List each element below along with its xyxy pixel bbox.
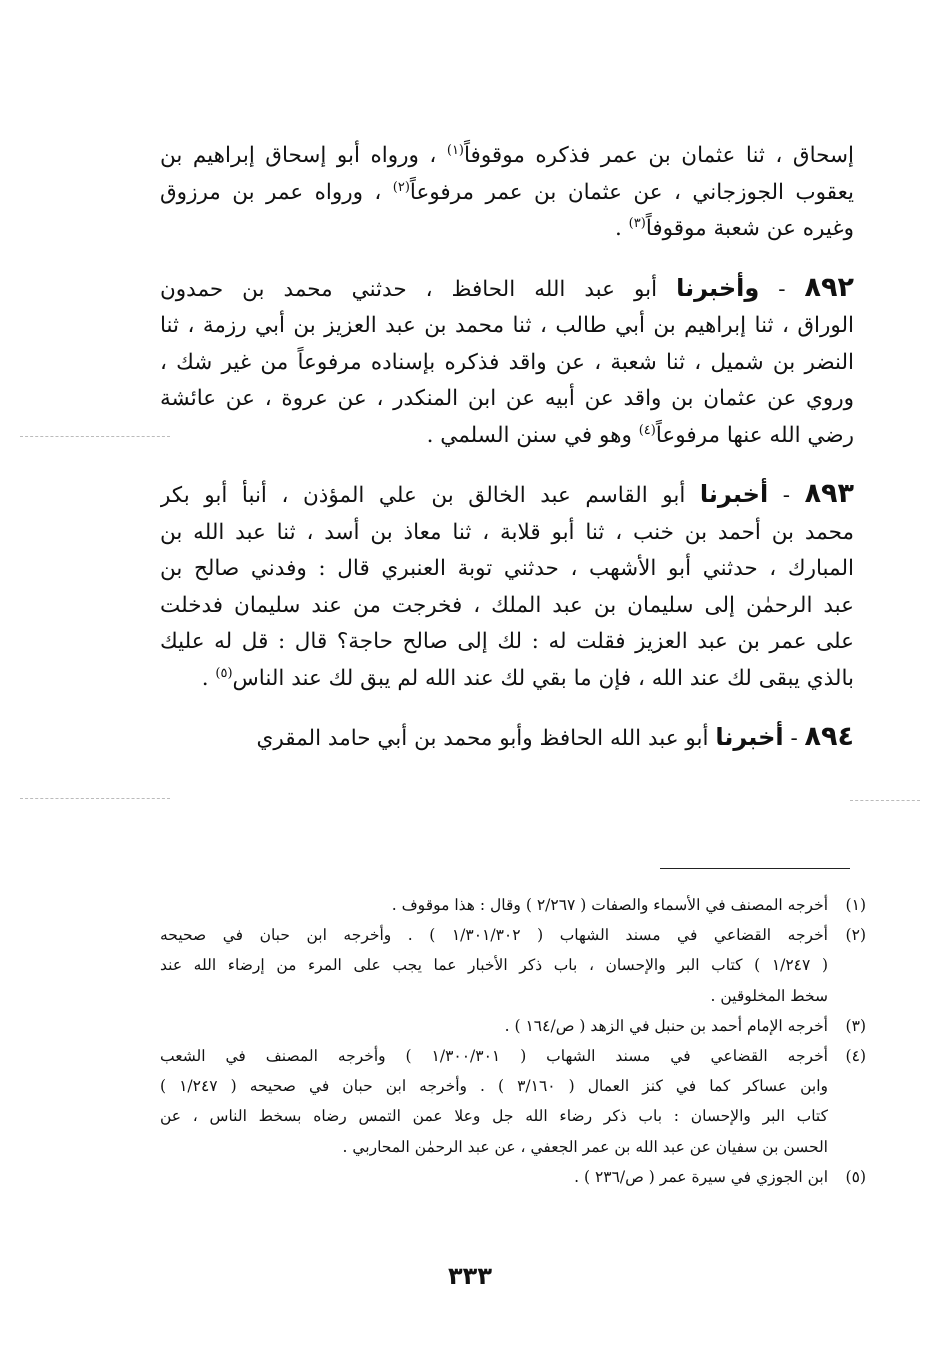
text-run: أبو عبد الله الحافظ ، حدثني محمد بن حمدون [160, 276, 658, 302]
footnote-number: (٥) [845, 1167, 866, 1186]
continuation-paragraph [160, 138, 854, 248]
footnote-text [160, 1041, 828, 1162]
text-run: محمد بن أحمد بن خنب ، ثنا أبو قلابة ، ثنا معاذ بن أسد ، ثنا عبد الله بن [160, 519, 854, 545]
text-run: المبارك ، حدثني أبو الأشهب ، حدثني توبة العنبري قال : وفدني صالح بن [160, 556, 854, 581]
text-run: إسحاق ، ثنا عثمان بن عمر فذكره موقوفاً [464, 143, 854, 168]
text-run: ، ورواه عمر بن مرزوق [160, 179, 393, 205]
text-run: أبو القاسم عبد الخالق بن علي المؤذن ، أنبأ أبو بكر [160, 483, 686, 508]
text-run: وغيره عن شعبة موقوفاً [645, 216, 854, 241]
scan-mark [20, 798, 170, 799]
footnotes [160, 890, 866, 1192]
hadith-1 [160, 270, 854, 455]
footnote-line: وابن عساكر كما في كنز العمال ( ٣/١٦٠ ) . وأخرجه ابن حبان في صحيحه ( ١/٢٤٧ ) [160, 1077, 828, 1096]
text-line: ٨٩٢ - وأخبرنا أبو عبد الله الحافظ ، حدثني محمد بن حمدون [160, 271, 854, 303]
text-line [160, 588, 854, 625]
footnote-line: سخط المخلوقين . [710, 986, 828, 1005]
footnote-line: ابن الجوزي في سيرة عمر ( ص/٢٣٦ ) . [574, 1167, 828, 1186]
text-line [160, 551, 854, 588]
scan-mark [850, 800, 920, 801]
footnote-line: الحسن بن سفيان عن عبد الله بن عمر الجعفي ، عن عبد الرحمٰن المحاربي . [342, 1137, 828, 1156]
text-line [160, 624, 854, 661]
scan-mark [20, 436, 170, 437]
footnote-text [160, 1162, 828, 1192]
text-line [160, 381, 854, 418]
text-line: ٨٩٣ - أخبرنا أبو القاسم عبد الخالق بن علي المؤذن ، أنبأ أبو بكر [160, 478, 854, 509]
footnote-ref: (٣) [628, 215, 646, 231]
text-line [160, 345, 854, 382]
footnote-number: (٣) [845, 1016, 866, 1035]
text-run: أبو عبد الله الحافظ وأبو محمد بن أبي حامد المقري [256, 726, 709, 751]
hadith-2 [160, 476, 854, 697]
footnote-ref: (١) [446, 142, 464, 158]
text-line: ٨٩٤ - أخبرنا أبو عبد الله الحافظ وأبو محمد بن أبي حامد المقري [256, 721, 854, 752]
footnote-ref: (٥) [215, 665, 233, 681]
main-text [160, 138, 854, 758]
text-line [160, 418, 854, 455]
footnote [160, 1041, 866, 1162]
footnote [160, 920, 866, 1011]
footnote-ref: (٤) [638, 422, 656, 438]
hadith-number: ٨٩٣ [804, 478, 854, 509]
hadith-keyword: وأخبرنا [676, 273, 760, 302]
footnote-separator [660, 868, 850, 869]
text-run: وهو في سنن السلمي . [426, 422, 639, 448]
hadith-keyword: أخبرنا [715, 723, 784, 751]
footnote [160, 890, 866, 920]
footnote-line: كتاب البر والإحسان : باب ذكر رضاء الله جل وعلا عمن التمس رضاه بسخط الناس ، عن [160, 1107, 828, 1126]
text-run: . [201, 665, 216, 691]
text-run: يعقوب الجوزجاني ، عن عثمان بن عمر مرفوعاً [409, 179, 854, 205]
footnote-line: أخرجه المصنف في الأسماء والصفات ( ٢/٢٦٧ ) وقال : هذا موقوف . [391, 896, 828, 914]
footnote-number: (٤) [845, 1047, 866, 1066]
footnote-ref: (٢) [392, 179, 410, 195]
text-run: عبد الرحمٰن إلى سليمان بن عبد الملك ، فخرجت من عند سليمان فدخلت [160, 592, 854, 618]
text-run: على عمر بن عبد العزيز فقلت له : لك إلى صالح حاجة؟ قال : قل له عليك [160, 629, 854, 654]
hadith-3 [160, 719, 854, 758]
text-line [160, 308, 854, 345]
footnote-text [160, 920, 828, 1011]
footnote-text [160, 1011, 828, 1041]
hadith-number: ٨٩٢ [804, 271, 854, 303]
text-run: . [615, 216, 629, 241]
text-run: رضي الله عنها مرفوعاً [655, 422, 854, 448]
footnote-line: ( ١/٢٤٧ ) كتاب البر والإحسان ، باب ذكر الأخبار عما يجب على المرء من إرضاء الله عند [160, 956, 828, 975]
text-run: ، ورواه أبو إسحاق إبراهيم بن [160, 143, 447, 168]
footnote-line: أخرجه القضاعي في مسند الشهاب ( ١/٣٠٠/٣٠١ ) وأخرجه المصنف في الشعب [160, 1047, 828, 1066]
text-run: الوراق ، ثنا إبراهيم بن أبي طالب ، ثنا محمد بن عبد العزيز بن أبي رزمة ، ثنا [160, 313, 854, 338]
footnote-text [160, 890, 828, 920]
text-run: وروي عن عثمان بن واقد عن أبيه عن ابن المنكدر ، عن عروة ، عن عائشة [160, 386, 854, 411]
footnote-line: أخرجه الإمام أحمد بن حنبل في الزهد ( ص/١٦٤ ) . [504, 1016, 828, 1035]
footnote [160, 1011, 866, 1041]
hadith-keyword: أخبرنا [699, 480, 769, 508]
text-line [160, 211, 854, 248]
footnote [160, 1162, 866, 1192]
footnote-number: (٢) [845, 926, 866, 945]
text-run: بالذي يبقى لك عند الله ، فإن ما بقي لك عند الله لم يبق لك عند الناس [232, 665, 854, 691]
text-line [160, 138, 854, 175]
text-line [160, 515, 854, 552]
text-line [160, 661, 854, 698]
text-line [160, 175, 854, 212]
page-number: ٣٣٣ [448, 1262, 492, 1290]
text-run: النضر بن شميل ، ثنا شعبة ، عن واقد فذكره بإسناده مرفوعاً من غير شك ، [160, 349, 854, 375]
footnote-number: (١) [845, 896, 866, 914]
hadith-number: ٨٩٤ [804, 721, 854, 752]
footnote-line: أخرجه القضاعي في مسند الشهاب ( ١/٣٠١/٣٠٢ ) . وأخرجه ابن حبان في صحيحه [160, 926, 828, 945]
